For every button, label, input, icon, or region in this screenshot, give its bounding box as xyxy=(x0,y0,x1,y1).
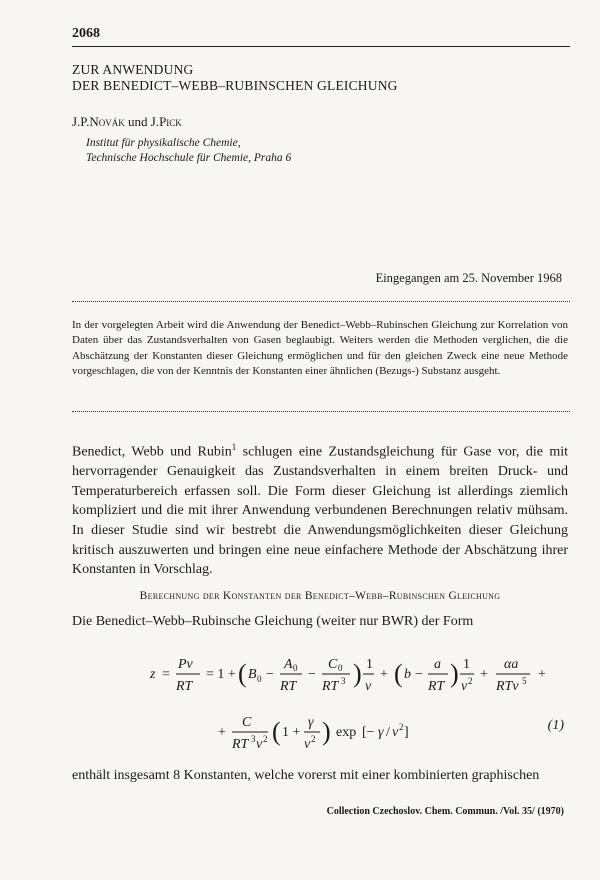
svg-text:1 +: 1 + xyxy=(282,725,301,740)
equation-number: (1) xyxy=(547,718,564,733)
svg-text:2: 2 xyxy=(263,734,268,744)
svg-text:0: 0 xyxy=(338,663,343,673)
svg-text:= 1 +: = 1 + xyxy=(206,667,236,682)
author-2-initials: J. xyxy=(150,114,160,129)
equation-line-2 xyxy=(218,706,578,758)
svg-text:−: − xyxy=(266,667,274,682)
abstract: In der vorgelegten Arbeit wird die Anwendung der Benedict–Webb–Rubinschen Gleichung zur Korrelation von Daten über das Zustandsverhalten von Gasen beglaubigt. Weiters werden die Methoden verglichen, die die Abschätzung der Konstanten dieser Gleichung ermöglichen und für den gleichen Zweck eine neue Methode vorgeschlagen, die von der Kenntnis der Konstanten einer ähnlichen (Bezugs-) Substanz ausgeht. xyxy=(72,319,568,378)
equation-line-1 xyxy=(150,648,570,700)
svg-text:(: ( xyxy=(238,659,247,688)
abstract-top-rule xyxy=(72,301,570,302)
svg-text:/: / xyxy=(386,725,390,740)
svg-text:z: z xyxy=(150,667,156,682)
svg-text:v: v xyxy=(461,679,468,694)
svg-text:−: − xyxy=(308,667,316,682)
svg-text:RT: RT xyxy=(280,679,297,694)
equation-intro: Die Benedict–Webb–Rubinsche Gleichung (weiter nur BWR) der Form xyxy=(72,614,474,629)
journal-footer: Collection Czechoslov. Chem. Commun. /Vol. 35/ (1970) xyxy=(326,806,564,817)
body-paragraph xyxy=(72,438,568,580)
author-1-initials: J.P. xyxy=(72,114,90,129)
svg-text:3: 3 xyxy=(341,676,346,686)
svg-text:): ) xyxy=(450,659,459,688)
svg-text:=: = xyxy=(162,667,170,682)
svg-text:C: C xyxy=(242,715,252,730)
svg-text:B: B xyxy=(248,667,257,682)
svg-text:Pv: Pv xyxy=(178,657,193,672)
svg-text:A: A xyxy=(284,657,293,672)
svg-text:0: 0 xyxy=(293,663,298,673)
svg-text:exp: exp xyxy=(336,725,357,740)
section-heading: Berechnung der Konstanten der Benedict–Webb–Rubinschen Gleichung xyxy=(139,590,501,602)
svg-text:RTv: RTv xyxy=(496,679,519,694)
svg-text:(: ( xyxy=(394,659,403,688)
authors xyxy=(72,114,182,130)
svg-text:a: a xyxy=(434,657,441,672)
svg-text:+: + xyxy=(218,725,226,740)
abstract-bottom-rule xyxy=(72,411,570,412)
svg-text:]: ] xyxy=(404,725,409,740)
svg-text:γ: γ xyxy=(378,725,384,740)
svg-text:RT: RT xyxy=(176,679,193,694)
author-1-name: Novák xyxy=(89,114,125,129)
affiliation xyxy=(86,136,291,166)
svg-text:RT: RT xyxy=(322,679,339,694)
svg-text:+: + xyxy=(480,667,488,682)
svg-text:RT: RT xyxy=(232,737,249,752)
svg-text:2: 2 xyxy=(399,722,404,732)
svg-text:−: − xyxy=(415,667,423,682)
continuation-line: enthält insgesamt 8 Konstanten, welche vorerst mit einer kombinierten graphischen xyxy=(72,768,540,783)
svg-text:b: b xyxy=(404,667,411,682)
svg-text:[−: [− xyxy=(362,725,375,740)
body-part-1: Benedict, Webb und Rubin xyxy=(72,444,232,460)
affiliation-line-1: Institut für physikalische Chemie, xyxy=(86,137,241,149)
affiliation-line-2: Technische Hochschule für Chemie, Praha 6 xyxy=(86,152,292,164)
svg-text:C: C xyxy=(328,657,338,672)
svg-text:αa: αa xyxy=(504,657,519,672)
svg-text:): ) xyxy=(353,659,362,688)
svg-text:(: ( xyxy=(272,717,281,746)
article-title xyxy=(72,62,398,94)
svg-text:+: + xyxy=(380,667,388,682)
svg-text:v: v xyxy=(365,679,372,694)
authors-and: und xyxy=(128,114,148,129)
svg-text:2: 2 xyxy=(311,734,316,744)
svg-text:1: 1 xyxy=(366,657,373,672)
svg-text:RT: RT xyxy=(428,679,445,694)
svg-text:1: 1 xyxy=(463,657,470,672)
title-line-1: ZUR ANWENDUNG xyxy=(72,62,194,77)
header-rule xyxy=(72,46,570,47)
author-2-name: Pick xyxy=(159,114,182,129)
svg-text:γ: γ xyxy=(308,715,314,730)
svg-text:3: 3 xyxy=(251,734,256,744)
svg-text:5: 5 xyxy=(522,676,527,686)
svg-text:2: 2 xyxy=(468,676,473,686)
title-line-2: DER BENEDICT–WEBB–RUBINSCHEN GLEICHUNG xyxy=(72,78,398,93)
svg-text:+: + xyxy=(538,667,546,682)
reference-mark: 1 xyxy=(231,442,237,452)
body-part-2: schlugen eine Zustandsgleichung für Gase vor, die mit hervorragender Genauigkeit das Zustandsverhalten in einem breiten Druck- und Temperaturbereich erfassen soll. Die Form dieser Gleichung ist allerdings ziemlich kompliziert und die mit ihrer Anwendung verbundenen Berechnungen relativ mühsam. In dieser Studie sind wir bestrebt die Anwendungsmöglichkeiten dieser Gleichung kritisch auszuwerten und bringen eine neue einfachere Methode der Abschätzung ihrer Konstanten in Vorschlag. xyxy=(72,444,568,578)
svg-text:v: v xyxy=(304,737,311,752)
svg-text:v: v xyxy=(256,737,263,752)
svg-text:0: 0 xyxy=(257,674,262,684)
svg-text:): ) xyxy=(322,717,331,746)
received-date: Eingegangen am 25. November 1968 xyxy=(375,271,562,285)
svg-text:v: v xyxy=(392,725,399,740)
page-number: 2068 xyxy=(72,26,100,41)
